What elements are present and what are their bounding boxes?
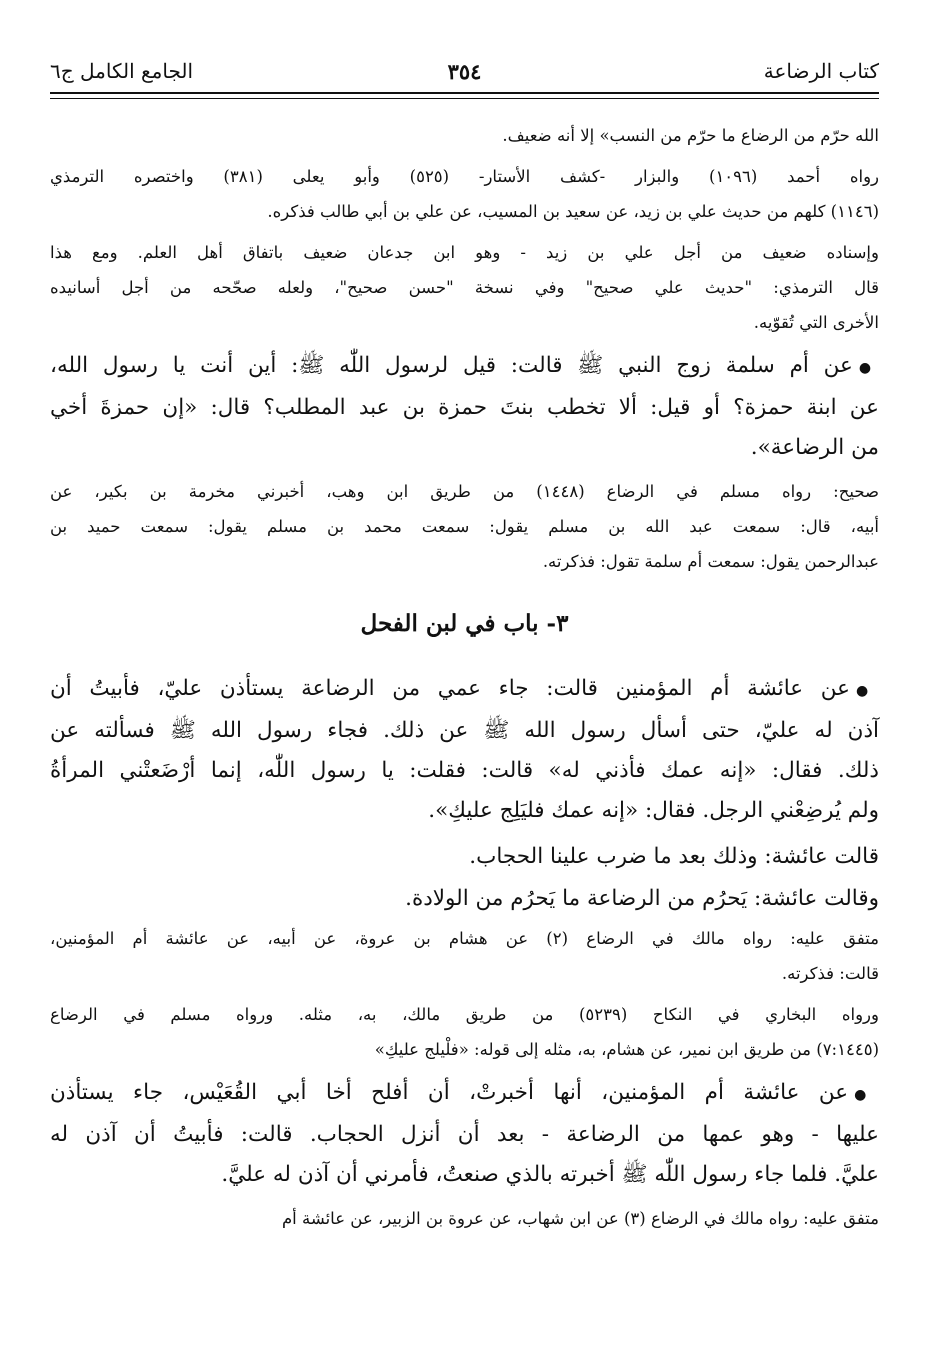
line-text: وقالت عائشة: يَحرُم من الرضاعة ما يَحرُم من الولادة. bbox=[405, 886, 879, 911]
text-line bbox=[50, 1155, 879, 1195]
line-text: رواه أحمد (١٠٩٦) والبزار -كشف الأستار- (٥٢٥) وأبو يعلى (٣٨١) واختصره الترمذي bbox=[50, 167, 880, 186]
line-text: عن عائشة أم المؤمنين، أنها أخبرتْ، أن أفلح أخا أبي القُعَيْس، جاء يستأذن bbox=[50, 1080, 849, 1105]
commentary-paragraph bbox=[50, 1201, 879, 1236]
hadith-paragraph bbox=[50, 669, 879, 831]
commentary-paragraph bbox=[50, 474, 879, 579]
bullet-icon: ● bbox=[854, 1087, 879, 1103]
line-text: الله حرّم من الرضاع ما حرّم من النسب» إلا أنه ضعيف. bbox=[502, 126, 879, 145]
line-text: ٣- باب في لبن الفحل bbox=[360, 610, 569, 637]
commentary-paragraph bbox=[50, 235, 879, 340]
text-line bbox=[50, 305, 879, 340]
line-text: (١١٤٦) كلهم من حديث علي بن زيد، عن سعيد بن المسيب، عن علي بن أبي طالب فذكره. bbox=[267, 202, 879, 221]
line-text: أبيه، قال: سمعت عبد الله بن مسلم يقول: سمعت محمد بن مسلم يقول: سمعت حميد بن bbox=[50, 517, 879, 536]
commentary-paragraph bbox=[50, 997, 879, 1067]
running-header bbox=[50, 54, 879, 88]
hadith-paragraph bbox=[50, 1073, 879, 1195]
text-line bbox=[50, 837, 879, 877]
text-line bbox=[50, 791, 879, 831]
line-text: (٧:١٤٤٥) من طريق ابن نمير، عن هشام، به، مثله إلى قوله: «فلْيلج عليكِ» bbox=[374, 1040, 879, 1059]
page-number: ٣٥٤ bbox=[447, 58, 482, 84]
text-line bbox=[50, 235, 879, 270]
text-line bbox=[50, 997, 879, 1032]
commentary-paragraph bbox=[50, 921, 879, 991]
line-text: عليَّ. فلما جاء رسول اللّٰه ﷺ أخبرته بالذي صنعتُ، فأمرني أن آذن له عليَّ. bbox=[221, 1162, 879, 1187]
section-heading bbox=[50, 602, 879, 646]
line-text: متفق عليه: رواه مالك في الرضاع (٣) عن ابن شهاب، عن عروة بن الزبير، عن عائشة أم bbox=[281, 1209, 879, 1228]
line-text: عن عائشة أم المؤمنين قالت: جاء عمي من الرضاعة يستأذن عليّ، فأبيتُ أن bbox=[50, 676, 850, 701]
page-body bbox=[50, 118, 879, 1242]
text-line bbox=[50, 1201, 879, 1236]
text-line bbox=[50, 428, 879, 468]
line-text: قالت: فذكرته. bbox=[781, 964, 879, 983]
hadith-paragraph bbox=[50, 837, 879, 877]
hadith-paragraph bbox=[50, 879, 879, 919]
line-text: عن أم سلمة زوج النبي ﷺ قالت: قيل لرسول اللّٰه ﷺ: أين أنت يا رسول الله، bbox=[50, 353, 853, 378]
text-line bbox=[50, 956, 879, 991]
bullet-icon: ● bbox=[858, 360, 879, 376]
header-rule-thin bbox=[50, 98, 879, 99]
line-text: من الرضاعة». bbox=[750, 435, 879, 460]
text-line bbox=[50, 879, 879, 919]
commentary-paragraph bbox=[50, 118, 879, 153]
text-line bbox=[50, 669, 879, 711]
text-line bbox=[50, 270, 879, 305]
chapter-title: كتاب الرضاعة bbox=[763, 59, 879, 83]
line-text: متفق عليه: رواه مالك في الرضاع (٢) عن هشام بن عروة، عن أبيه، عن عائشة أم المؤمنين، bbox=[50, 929, 879, 948]
text-line bbox=[50, 921, 879, 956]
text-line bbox=[50, 509, 879, 544]
text-line bbox=[50, 711, 879, 751]
text-line bbox=[50, 1073, 879, 1115]
line-text: صحيح: رواه مسلم في الرضاع (١٤٤٨) من طريق ابن وهب، أخبرني مخرمة بن بكير، عن bbox=[50, 482, 879, 501]
text-line bbox=[50, 118, 879, 153]
text-line bbox=[50, 602, 879, 646]
line-text: ذلك. فقال: «إنه عمك فأذني له» قالت: فقلت: يا رسول اللّٰه، إنما أرْضَعتْني المرأةُ bbox=[50, 758, 879, 783]
line-text: وإسناده ضعيف من أجل علي بن زيد - وهو ابن جدعان ضعيف باتفاق أهل العلم. ومع هذا bbox=[50, 243, 879, 262]
text-line bbox=[50, 1115, 879, 1155]
text-line bbox=[50, 159, 879, 194]
text-line bbox=[50, 751, 879, 791]
hadith-paragraph bbox=[50, 346, 879, 468]
line-text: قالت عائشة: وذلك بعد ما ضرب علينا الحجاب. bbox=[469, 844, 879, 869]
book-page bbox=[50, 0, 879, 1371]
commentary-paragraph bbox=[50, 159, 879, 229]
line-text: الأخرى التي تُقوّيه. bbox=[753, 313, 879, 332]
text-line bbox=[50, 474, 879, 509]
header-rule-thick bbox=[50, 92, 879, 94]
text-line bbox=[50, 388, 879, 428]
text-line bbox=[50, 194, 879, 229]
line-text: ورواه البخاري في النكاح (٥٢٣٩) من طريق مالك، به، مثله. ورواه مسلم في الرضاع bbox=[50, 1005, 879, 1024]
line-text: عن ابنة حمزة؟ أو قيل: ألا تخطب بنتَ حمزة بن عبد المطلب؟ قال: «إن حمزةَ أخي bbox=[50, 395, 879, 420]
line-text: قال الترمذي: "حديث علي صحيح" وفي نسخة "حسن صحيح"، ولعله صحّحه من أجل أسانيده bbox=[50, 278, 879, 297]
text-line bbox=[50, 346, 879, 388]
bullet-icon: ● bbox=[855, 683, 880, 699]
line-text: ولم يُرضِعْني الرجل. فقال: «إنه عمك فليَلِج عليكِ». bbox=[428, 798, 879, 823]
line-text: آذن له عليّ، حتى أسأل رسول الله ﷺ عن ذلك. فجاء رسول الله ﷺ فسألته عن bbox=[50, 718, 879, 743]
book-volume-title: الجامع الكامل ج٦ bbox=[50, 59, 194, 83]
text-line bbox=[50, 1032, 879, 1067]
text-line bbox=[50, 544, 879, 579]
line-text: عبدالرحمن يقول: سمعت أم سلمة تقول: فذكرته. bbox=[542, 552, 879, 571]
line-text: عليها - وهو عمها من الرضاعة - بعد أن أنزل الحجاب. قالت: فأبيتُ أن آذن له bbox=[50, 1122, 879, 1147]
